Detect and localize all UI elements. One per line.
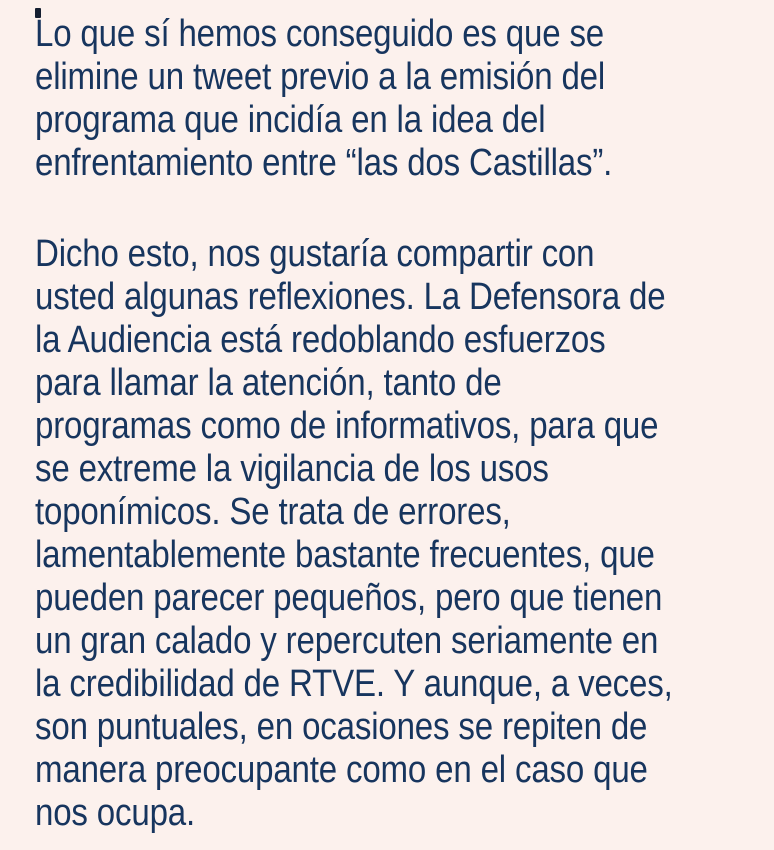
paragraph-2: [35, 233, 774, 835]
text-line: para llamar la atención, tanto de: [35, 362, 502, 404]
text-line: pueden parecer pequeños, pero que tienen: [35, 577, 663, 619]
text-line: usted algunas reflexiones. La Defensora de: [35, 276, 666, 318]
text-line: se extreme la vigilancia de los usos: [35, 448, 549, 490]
text-line: Dicho esto, nos gustaría compartir con: [35, 233, 595, 275]
text-line: enfrentamiento entre “las dos Castillas”.: [35, 142, 613, 184]
text-line: manera preocupante como en el caso que: [35, 749, 648, 791]
text-line: la Audiencia está redoblando esfuerzos: [35, 319, 606, 361]
text-line: toponímicos. Se trata de errores,: [35, 491, 511, 533]
text-line: un gran calado y repercuten seriamente en: [35, 620, 659, 662]
paragraph-1: [35, 13, 774, 185]
text-line: programas como de informativos, para que: [35, 405, 659, 447]
text-line: son puntuales, en ocasiones se repiten de: [35, 706, 648, 748]
text-line: programa que incidía en la idea del: [35, 99, 546, 141]
text-line: nos ocupa.: [35, 792, 196, 834]
text-line: Lo que sí hemos conseguido es que se: [35, 13, 605, 55]
text-line: la credibilidad de RTVE. Y aunque, a veces,: [35, 663, 673, 705]
text-line: elimine un tweet previo a la emisión del: [35, 56, 606, 98]
text-line: lamentablemente bastante frecuentes, que: [35, 534, 655, 576]
